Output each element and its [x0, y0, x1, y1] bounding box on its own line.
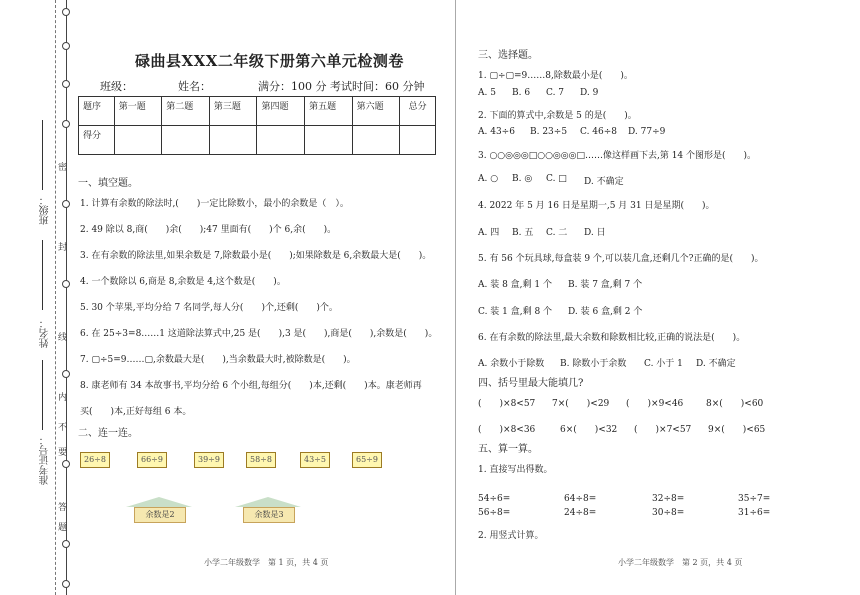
binding-mark: 封	[58, 243, 68, 253]
binding-mark: 线	[58, 333, 68, 343]
binding-circle	[62, 460, 70, 468]
question: 5. 有 56 个玩具球,每盒装 9 个,可以装几盒,还剩几个?正确的是( )。	[478, 254, 764, 264]
expression-card[interactable]: 43÷5	[300, 452, 330, 468]
option[interactable]: B. 6	[512, 88, 531, 98]
option[interactable]: B. ◎	[512, 174, 533, 184]
binding-mark: 密	[58, 163, 68, 173]
option[interactable]: A. 5	[478, 88, 496, 98]
score-table	[78, 96, 436, 155]
score-cell[interactable]	[305, 126, 353, 155]
fill-item[interactable]: 8×( )<60	[706, 399, 764, 409]
fill-item[interactable]: ( )×8<36	[478, 425, 536, 435]
option[interactable]: D. 装 6 盒,剩 2 个	[568, 307, 643, 317]
option[interactable]: A. ○	[478, 174, 499, 184]
name-label: 姓名：	[178, 80, 211, 93]
binding-circle	[62, 540, 70, 548]
question: 5. 30 个苹果,平均分给 7 名同学,每人分( )个,还剩( )个。	[80, 303, 338, 313]
calc-item[interactable]: 30÷8=	[652, 508, 685, 518]
option[interactable]: D. 不确定	[584, 177, 624, 187]
table-header: 第一题	[114, 97, 162, 126]
table-header: 总分	[400, 97, 436, 126]
score-cell[interactable]	[209, 126, 257, 155]
section-title: 五、算一算。	[478, 444, 538, 455]
option[interactable]: D. 77÷9	[628, 127, 666, 137]
calc-item[interactable]: 31÷6=	[738, 508, 771, 518]
option[interactable]: A. 四	[478, 228, 500, 238]
option[interactable]: B. 除数小于余数	[560, 359, 627, 369]
fill-item[interactable]: 6×( )<32	[560, 425, 618, 435]
score-cell[interactable]	[257, 126, 305, 155]
fill-item[interactable]: ( )×8<57	[478, 399, 536, 409]
fill-item[interactable]: ( )×9<46	[626, 399, 684, 409]
option[interactable]: C. 二	[546, 228, 568, 238]
option[interactable]: C. 46÷8	[580, 127, 618, 137]
binding-name-label: 姓名：	[40, 318, 51, 348]
remainder-house[interactable]	[235, 497, 301, 527]
binding-circle	[62, 580, 70, 588]
binding-class-label: 班级：	[40, 195, 51, 225]
expression-card[interactable]: 65÷9	[352, 452, 382, 468]
table-header: 第二题	[162, 97, 210, 126]
page-divider	[455, 0, 456, 595]
score-label: 满分：100 分	[258, 80, 327, 93]
question: 4. 一个数除以 6,商是 8,余数是 4,这个数是( )。	[80, 277, 286, 287]
class-label: 班级：	[100, 80, 133, 93]
binding-circle	[62, 8, 70, 16]
question: 3. 在有余数的除法里,如果余数是 7,除数最小是( );如果除数是 6,余数最大是( )。	[80, 251, 432, 261]
binding-name-field[interactable]	[42, 240, 43, 310]
house-label: 余数是3	[243, 507, 295, 523]
binding-circle	[62, 42, 70, 50]
option[interactable]: C. 7	[546, 88, 565, 98]
binding-mark: 内	[58, 393, 68, 403]
score-cell[interactable]	[400, 126, 436, 155]
option[interactable]: C. 装 1 盒,剩 8 个	[478, 307, 553, 317]
time-label: 考试时间：60 分钟	[330, 80, 425, 93]
option[interactable]: D. 不确定	[696, 359, 736, 369]
binding-dash-line	[55, 0, 56, 595]
option[interactable]: B. 23÷5	[530, 127, 568, 137]
page-title: 碌曲县XXX二年级下册第六单元检测卷	[135, 52, 404, 70]
section-title: 三、选择题。	[478, 50, 538, 61]
score-cell[interactable]	[114, 126, 162, 155]
house-roof-icon	[126, 497, 192, 507]
table-header: 第五题	[305, 97, 353, 126]
binding-id-label: 准考证号：	[40, 435, 51, 485]
table-header: 第六题	[352, 97, 400, 126]
question: 6. 在 25÷3=8……1 这道除法算式中,25 是( ),3 是( ),商是( ),余数是( )。	[80, 329, 438, 339]
table-header: 题序	[79, 97, 115, 126]
binding-id-field[interactable]	[42, 360, 43, 430]
score-cell[interactable]	[162, 126, 210, 155]
binding-class-field[interactable]	[42, 120, 43, 190]
section-title: 四、括号里最大能填几?	[478, 378, 584, 389]
binding-mark: 题	[58, 523, 68, 533]
expression-card[interactable]: 26÷8	[80, 452, 110, 468]
fill-item[interactable]: 9×( )<65	[708, 425, 766, 435]
question: 1. ▢÷▢=9……8,除数最小是( )。	[478, 71, 633, 81]
question: 8. 康老师有 34 本故事书,平均分给 6 个小组,每组分( )本,还剩( )本。康老师再	[80, 381, 422, 391]
binding-circle	[62, 200, 70, 208]
question: 3. ○○◎◎◎□○○◎◎◎□……像这样画下去,第 14 个图形是( )。	[478, 151, 757, 161]
question: 4. 2022 年 5 月 16 日是星期一,5 月 31 日是星期( )。	[478, 201, 715, 211]
score-cell[interactable]	[352, 126, 400, 155]
fill-item[interactable]: 7×( )<29	[552, 399, 610, 409]
calc-item[interactable]: 35÷7=	[738, 494, 771, 504]
option[interactable]: C. □	[546, 174, 567, 184]
binding-mark: 答	[58, 503, 68, 513]
calc-item[interactable]: 54÷6=	[478, 494, 511, 504]
subsection-title: 1. 直接写出得数。	[478, 465, 553, 475]
calc-item[interactable]: 56÷8=	[478, 508, 511, 518]
option[interactable]: A. 装 8 盒,剩 1 个	[478, 280, 552, 290]
binding-mark: 不	[58, 423, 68, 433]
option[interactable]: A. 余数小于除数	[478, 359, 545, 369]
question: 1. 计算有余数的除法时,( )一定比除数小，最小的余数是（ ）。	[80, 199, 349, 209]
fill-item[interactable]: ( )×7<57	[634, 425, 692, 435]
expression-card[interactable]: 58÷8	[246, 452, 276, 468]
question: 7. ▢÷5=9……▢,余数最大是( ),当余数最大时,被除数是( )。	[80, 355, 356, 365]
calc-item[interactable]: 24÷8=	[564, 508, 597, 518]
table-header: 第四题	[257, 97, 305, 126]
binding-circle	[62, 80, 70, 88]
page-footer: 小学二年级数学 第 1 页，共 4 页	[204, 558, 329, 567]
table-row-label: 得分	[79, 126, 115, 155]
page-footer: 小学二年级数学 第 2 页，共 4 页	[618, 558, 743, 567]
question: 2. 下面的算式中,余数是 5 的是( )。	[478, 111, 637, 121]
house-label: 余数是2	[134, 507, 186, 523]
binding-circle	[62, 370, 70, 378]
expression-card[interactable]: 39÷9	[194, 452, 224, 468]
option[interactable]: C. 小于 1	[644, 359, 683, 369]
option[interactable]: D. 9	[580, 88, 599, 98]
remainder-house[interactable]	[126, 497, 192, 527]
subsection-title: 2. 用竖式计算。	[478, 531, 544, 541]
calc-item[interactable]: 64÷8=	[564, 494, 597, 504]
binding-circle	[62, 280, 70, 288]
question: 2. 49 除以 8,商( )余( );47 里面有( )个 6,余( )。	[80, 225, 337, 235]
option[interactable]: A. 43÷6	[478, 127, 515, 137]
section-title: 二、连一连。	[78, 428, 138, 439]
section-title: 一、填空题。	[78, 178, 138, 189]
house-roof-icon	[235, 497, 301, 507]
question: 6. 在有余数的除法里,最大余数和除数相比较,正确的说法是( )。	[478, 333, 746, 343]
binding-circle	[62, 120, 70, 128]
question: 买( )本,正好每组 6 本。	[80, 407, 192, 417]
expression-card[interactable]: 66÷9	[137, 452, 167, 468]
option[interactable]: B. 五	[512, 228, 534, 238]
binding-mark: 要	[58, 448, 68, 458]
option[interactable]: D. 日	[584, 228, 606, 238]
option[interactable]: B. 装 7 盒,剩 7 个	[568, 280, 643, 290]
table-header: 第三题	[209, 97, 257, 126]
calc-item[interactable]: 32÷8=	[652, 494, 685, 504]
